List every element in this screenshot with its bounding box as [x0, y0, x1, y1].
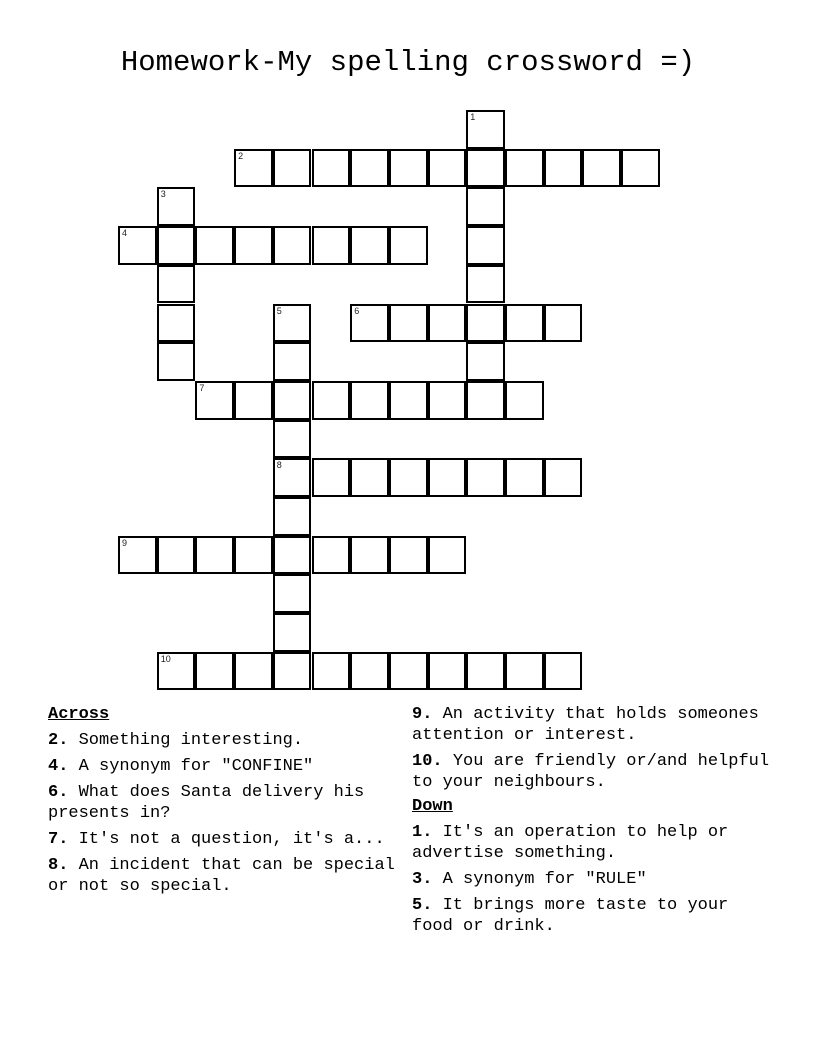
crossword-cell[interactable]	[466, 342, 505, 381]
clue-across-7	[48, 829, 398, 850]
crossword-cell[interactable]	[389, 304, 428, 343]
clue-across-10	[412, 751, 772, 793]
crossword-cell[interactable]	[466, 652, 505, 691]
crossword-cell[interactable]	[273, 613, 312, 652]
clue-text: It's not a question, it's a...	[78, 830, 385, 849]
crossword-cell[interactable]	[273, 381, 312, 420]
clue-text: A synonym for "CONFINE"	[78, 757, 314, 776]
clue-text: A synonym for "RULE"	[442, 870, 647, 889]
crossword-cell[interactable]	[118, 226, 157, 265]
clue-across-2	[48, 730, 398, 751]
crossword-cell[interactable]	[273, 497, 312, 536]
clue-down-3	[412, 869, 772, 890]
crossword-cell[interactable]	[466, 110, 505, 149]
clue-number-label: 6	[354, 305, 360, 316]
crossword-cell[interactable]	[312, 381, 351, 420]
crossword-cell[interactable]	[466, 187, 505, 226]
crossword-cell[interactable]	[389, 536, 428, 575]
crossword-cell[interactable]	[389, 381, 428, 420]
clue-number-label: 7	[199, 382, 205, 393]
clue-number-label: 2	[238, 150, 244, 161]
crossword-cell[interactable]	[273, 536, 312, 575]
crossword-cell[interactable]	[428, 381, 467, 420]
crossword-cell[interactable]	[350, 226, 389, 265]
crossword-cell[interactable]	[234, 536, 273, 575]
crossword-cell[interactable]	[273, 458, 312, 497]
clue-number: 10.	[412, 752, 443, 771]
crossword-cell[interactable]	[544, 149, 583, 188]
clue-number-label: 8	[276, 460, 282, 471]
crossword-cell[interactable]	[195, 226, 234, 265]
crossword-cell[interactable]	[273, 574, 312, 613]
clue-number-label: 10	[160, 653, 171, 664]
crossword-cell[interactable]	[466, 226, 505, 265]
crossword-cell[interactable]	[466, 265, 505, 304]
clue-number: 6.	[48, 783, 69, 802]
crossword-cell[interactable]	[350, 149, 389, 188]
crossword-cell[interactable]	[273, 420, 312, 459]
crossword-cell[interactable]	[195, 381, 234, 420]
clue-number: 9.	[412, 705, 433, 724]
down-heading: Down	[412, 797, 453, 816]
crossword-cell[interactable]	[466, 149, 505, 188]
clues-column-right	[412, 704, 772, 937]
crossword-cell[interactable]	[505, 458, 544, 497]
crossword-cell[interactable]	[466, 381, 505, 420]
crossword-cell[interactable]	[234, 652, 273, 691]
crossword-cell[interactable]	[234, 149, 273, 188]
crossword-cell[interactable]	[466, 458, 505, 497]
clue-number-label: 4	[122, 228, 128, 239]
crossword-cell[interactable]	[505, 304, 544, 343]
crossword-cell[interactable]	[312, 458, 351, 497]
clue-text: Something interesting.	[78, 731, 304, 750]
page-title: Homework-My spelling crossword =)	[120, 46, 696, 79]
crossword-cell[interactable]	[273, 342, 312, 381]
clue-down-1	[412, 822, 772, 864]
across-heading: Across	[48, 705, 110, 724]
clue-text: You are friendly or/and helpful to your neighbours.	[412, 752, 770, 792]
crossword-cell[interactable]	[350, 381, 389, 420]
crossword-cell[interactable]	[428, 304, 467, 343]
crossword-cell[interactable]	[234, 226, 273, 265]
crossword-cell[interactable]	[505, 652, 544, 691]
crossword-cell[interactable]	[195, 652, 234, 691]
clue-text: An incident that can be special or not so special.	[48, 856, 395, 896]
clue-text: It brings more taste to your food or drink.	[412, 896, 729, 936]
crossword-cell[interactable]	[389, 226, 428, 265]
clue-across-4	[48, 756, 398, 777]
crossword-cell[interactable]	[389, 652, 428, 691]
clue-across-6	[48, 782, 398, 824]
crossword-cell[interactable]	[312, 226, 351, 265]
crossword-cell[interactable]	[505, 381, 544, 420]
crossword-cell[interactable]	[544, 304, 583, 343]
crossword-cell[interactable]	[312, 149, 351, 188]
crossword-cell[interactable]	[350, 536, 389, 575]
crossword-cell[interactable]	[195, 536, 234, 575]
clue-across-9	[412, 704, 772, 746]
crossword-cell[interactable]	[273, 652, 312, 691]
clue-number: 8.	[48, 856, 69, 875]
crossword-cell[interactable]	[350, 458, 389, 497]
clue-text: What does Santa delivery his presents in?	[48, 783, 365, 823]
crossword-cell[interactable]	[505, 149, 544, 188]
crossword-cell[interactable]	[118, 536, 157, 575]
crossword-cell[interactable]	[544, 652, 583, 691]
crossword-cell[interactable]	[350, 652, 389, 691]
crossword-cell[interactable]	[312, 536, 351, 575]
clue-text: It's an operation to help or advertise something.	[412, 823, 729, 863]
crossword-cell[interactable]	[157, 342, 196, 381]
crossword-cell[interactable]	[428, 149, 467, 188]
crossword-cell[interactable]	[273, 226, 312, 265]
crossword-cell[interactable]	[466, 304, 505, 343]
crossword-cell[interactable]	[389, 458, 428, 497]
clue-number-label: 9	[122, 537, 128, 548]
crossword-cell[interactable]	[350, 304, 389, 343]
clue-number: 4.	[48, 757, 69, 776]
clue-number: 1.	[412, 823, 433, 842]
crossword-cell[interactable]	[273, 149, 312, 188]
clue-text: An activity that holds someones attention or interest.	[412, 705, 759, 745]
crossword-cell[interactable]	[157, 536, 196, 575]
clues-column-left	[48, 704, 398, 897]
crossword-cell[interactable]	[582, 149, 621, 188]
clue-number: 2.	[48, 731, 69, 750]
crossword-cell[interactable]	[157, 652, 196, 691]
crossword-cell[interactable]	[234, 381, 273, 420]
clue-across-8	[48, 855, 398, 897]
crossword-cell[interactable]	[273, 304, 312, 343]
clue-number: 7.	[48, 830, 69, 849]
crossword-cell[interactable]	[428, 652, 467, 691]
crossword-cell[interactable]	[389, 149, 428, 188]
clue-number-label: 5	[276, 305, 282, 316]
crossword-cell[interactable]	[621, 149, 660, 188]
clue-number: 5.	[412, 896, 433, 915]
crossword-cell[interactable]	[157, 226, 196, 265]
clue-number: 3.	[412, 870, 433, 889]
clue-down-5	[412, 895, 772, 937]
crossword-cell[interactable]	[157, 265, 196, 304]
clue-number-label: 3	[160, 189, 166, 200]
crossword-cell[interactable]	[428, 458, 467, 497]
clue-number-label: 1	[470, 112, 476, 122]
crossword-cell[interactable]	[544, 458, 583, 497]
crossword-cell[interactable]	[157, 187, 196, 226]
crossword-cell[interactable]	[428, 536, 467, 575]
crossword-cell[interactable]	[157, 304, 196, 343]
crossword-cell[interactable]	[312, 652, 351, 691]
